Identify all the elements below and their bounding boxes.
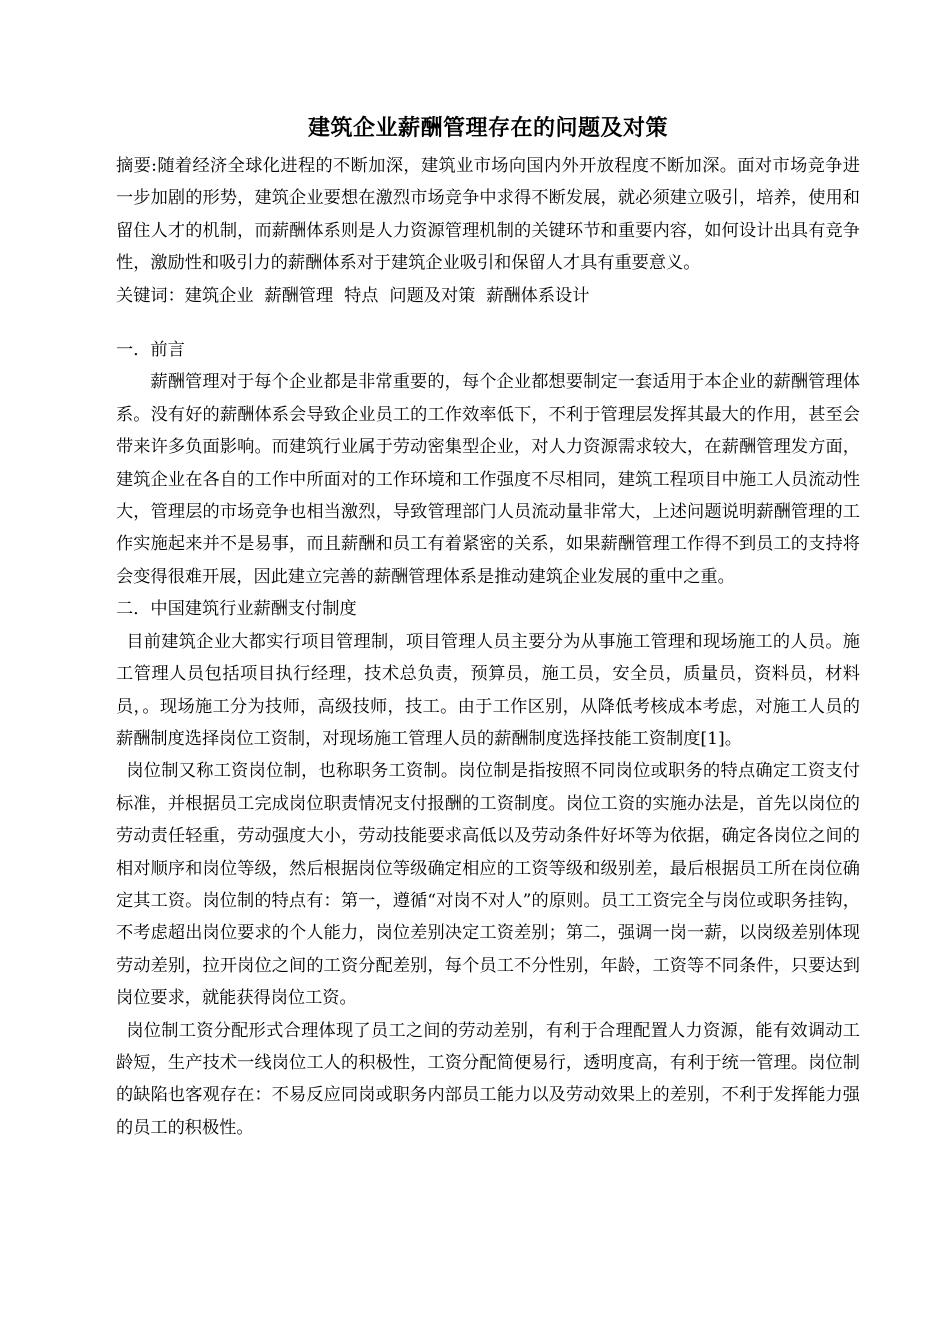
section2-paragraph-2: 岗位制又称工资岗位制，也称职务工资制。岗位制是指按照不同岗位或职务的特点确定工资支付标准，并根据员工完成岗位职责情况支付报酬的工资制度。岗位工资的实施办法是，首先以岗位的劳动责任轻重，劳动强度大小，劳动技能要求高低以及劳动条件好坏等为依据，确定各岗位之间的相对顺序和岗位等级，然后根据岗位等级确定相应的工资等级和级别差，最后根据员工所在岗位确定其工资。岗位制的特点有：第一，遵循“对岗不对人”的原则。员工工资完全与岗位或职务挂钩，不考虑超出岗位要求的个人能力，岗位差别决定工资差别；第二，强调一岗一薪，以岗级差别体现劳动差别，拉开岗位之间的工资分配差别，每个员工不分性别，年龄，工资等不同条件，只要达到岗位要求，就能获得岗位工资。 (116, 761, 860, 1009)
document-body (116, 110, 860, 1144)
section-spacer (116, 312, 860, 334)
section2-paragraph-1: 目前建筑企业大都实行项目管理制，项目管理人员主要分为从事施工管理和现场施工的人员。施工管理人员包括项目执行经理，技术总负责，预算员，施工员，安全员，质量员，资料员，材料员，。现场施工分为技师，高级技师，技工。由于工作区别，从降低考核成本考虑，对施工人员的薪酬制度选择岗位工资制，对现场施工管理人员的薪酬制度选择技能工资制度[1]。 (116, 631, 860, 749)
document-title: 建筑企业薪酬管理存在的问题及对策 (307, 116, 668, 141)
abstract-paragraph: 摘要:随着经济全球化进程的不断加深，建筑业市场向国内外开放程度不断加深。面对市场竞争进一步加剧的形势，建筑企业要想在激烈市场竞争中求得不断发展，就必须建立吸引，培养，使用和留住人才的机制，而薪酬体系则是人力资源管理机制的关键环节和重要内容，如何设计出具有竞争性，激励性和吸引力的薪酬体系对于建筑企业吸引和保留人才具有重要意义。 (116, 156, 860, 274)
section1-heading: 一．前言 (116, 340, 185, 361)
section1-paragraph: 薪酬管理对于每个企业都是非常重要的，每个企业都想要制定一套适用于本企业的薪酬管理体系。没有好的薪酬体系会导致企业员工的工作效率低下，不利于管理层发挥其最大的作用，甚至会带来许多负面影响。而建筑行业属于劳动密集型企业，对人力资源需求较大，在薪酬管理发方面，建筑企业在各自的工作中所面对的工作环境和工作强度不尽相同，建筑工程项目中施工人员流动性大，管理层的市场竞争也相当激烈，导致管理部门人员流动量非常大，上述问题说明薪酬管理的工作实施起来并不是易事，而且薪酬和员工有着紧密的关系，如果薪酬管理工作得不到员工的支持将会变得很难开展，因此建立完善的薪酬管理体系是推动建筑企业发展的重中之重。 (116, 372, 860, 587)
section2-paragraph-3: 岗位制工资分配形式合理体现了员工之间的劳动差别，有利于合理配置人力资源，能有效调动工龄短，生产技术一线岗位工人的积极性，工资分配简便易行，透明度高，有利于统一管理。岗位制的缺陷也客观存在：不易反应同岗或职务内部员工能力以及劳动效果上的差别，不利于发挥能力强的员工的积极性。 (116, 1020, 860, 1138)
keywords-line: 关键词：建筑企业 薪酬管理 特点 问题及对策 薪酬体系设计 (116, 285, 590, 306)
section2-heading: 二．中国建筑行业薪酬支付制度 (116, 599, 357, 620)
